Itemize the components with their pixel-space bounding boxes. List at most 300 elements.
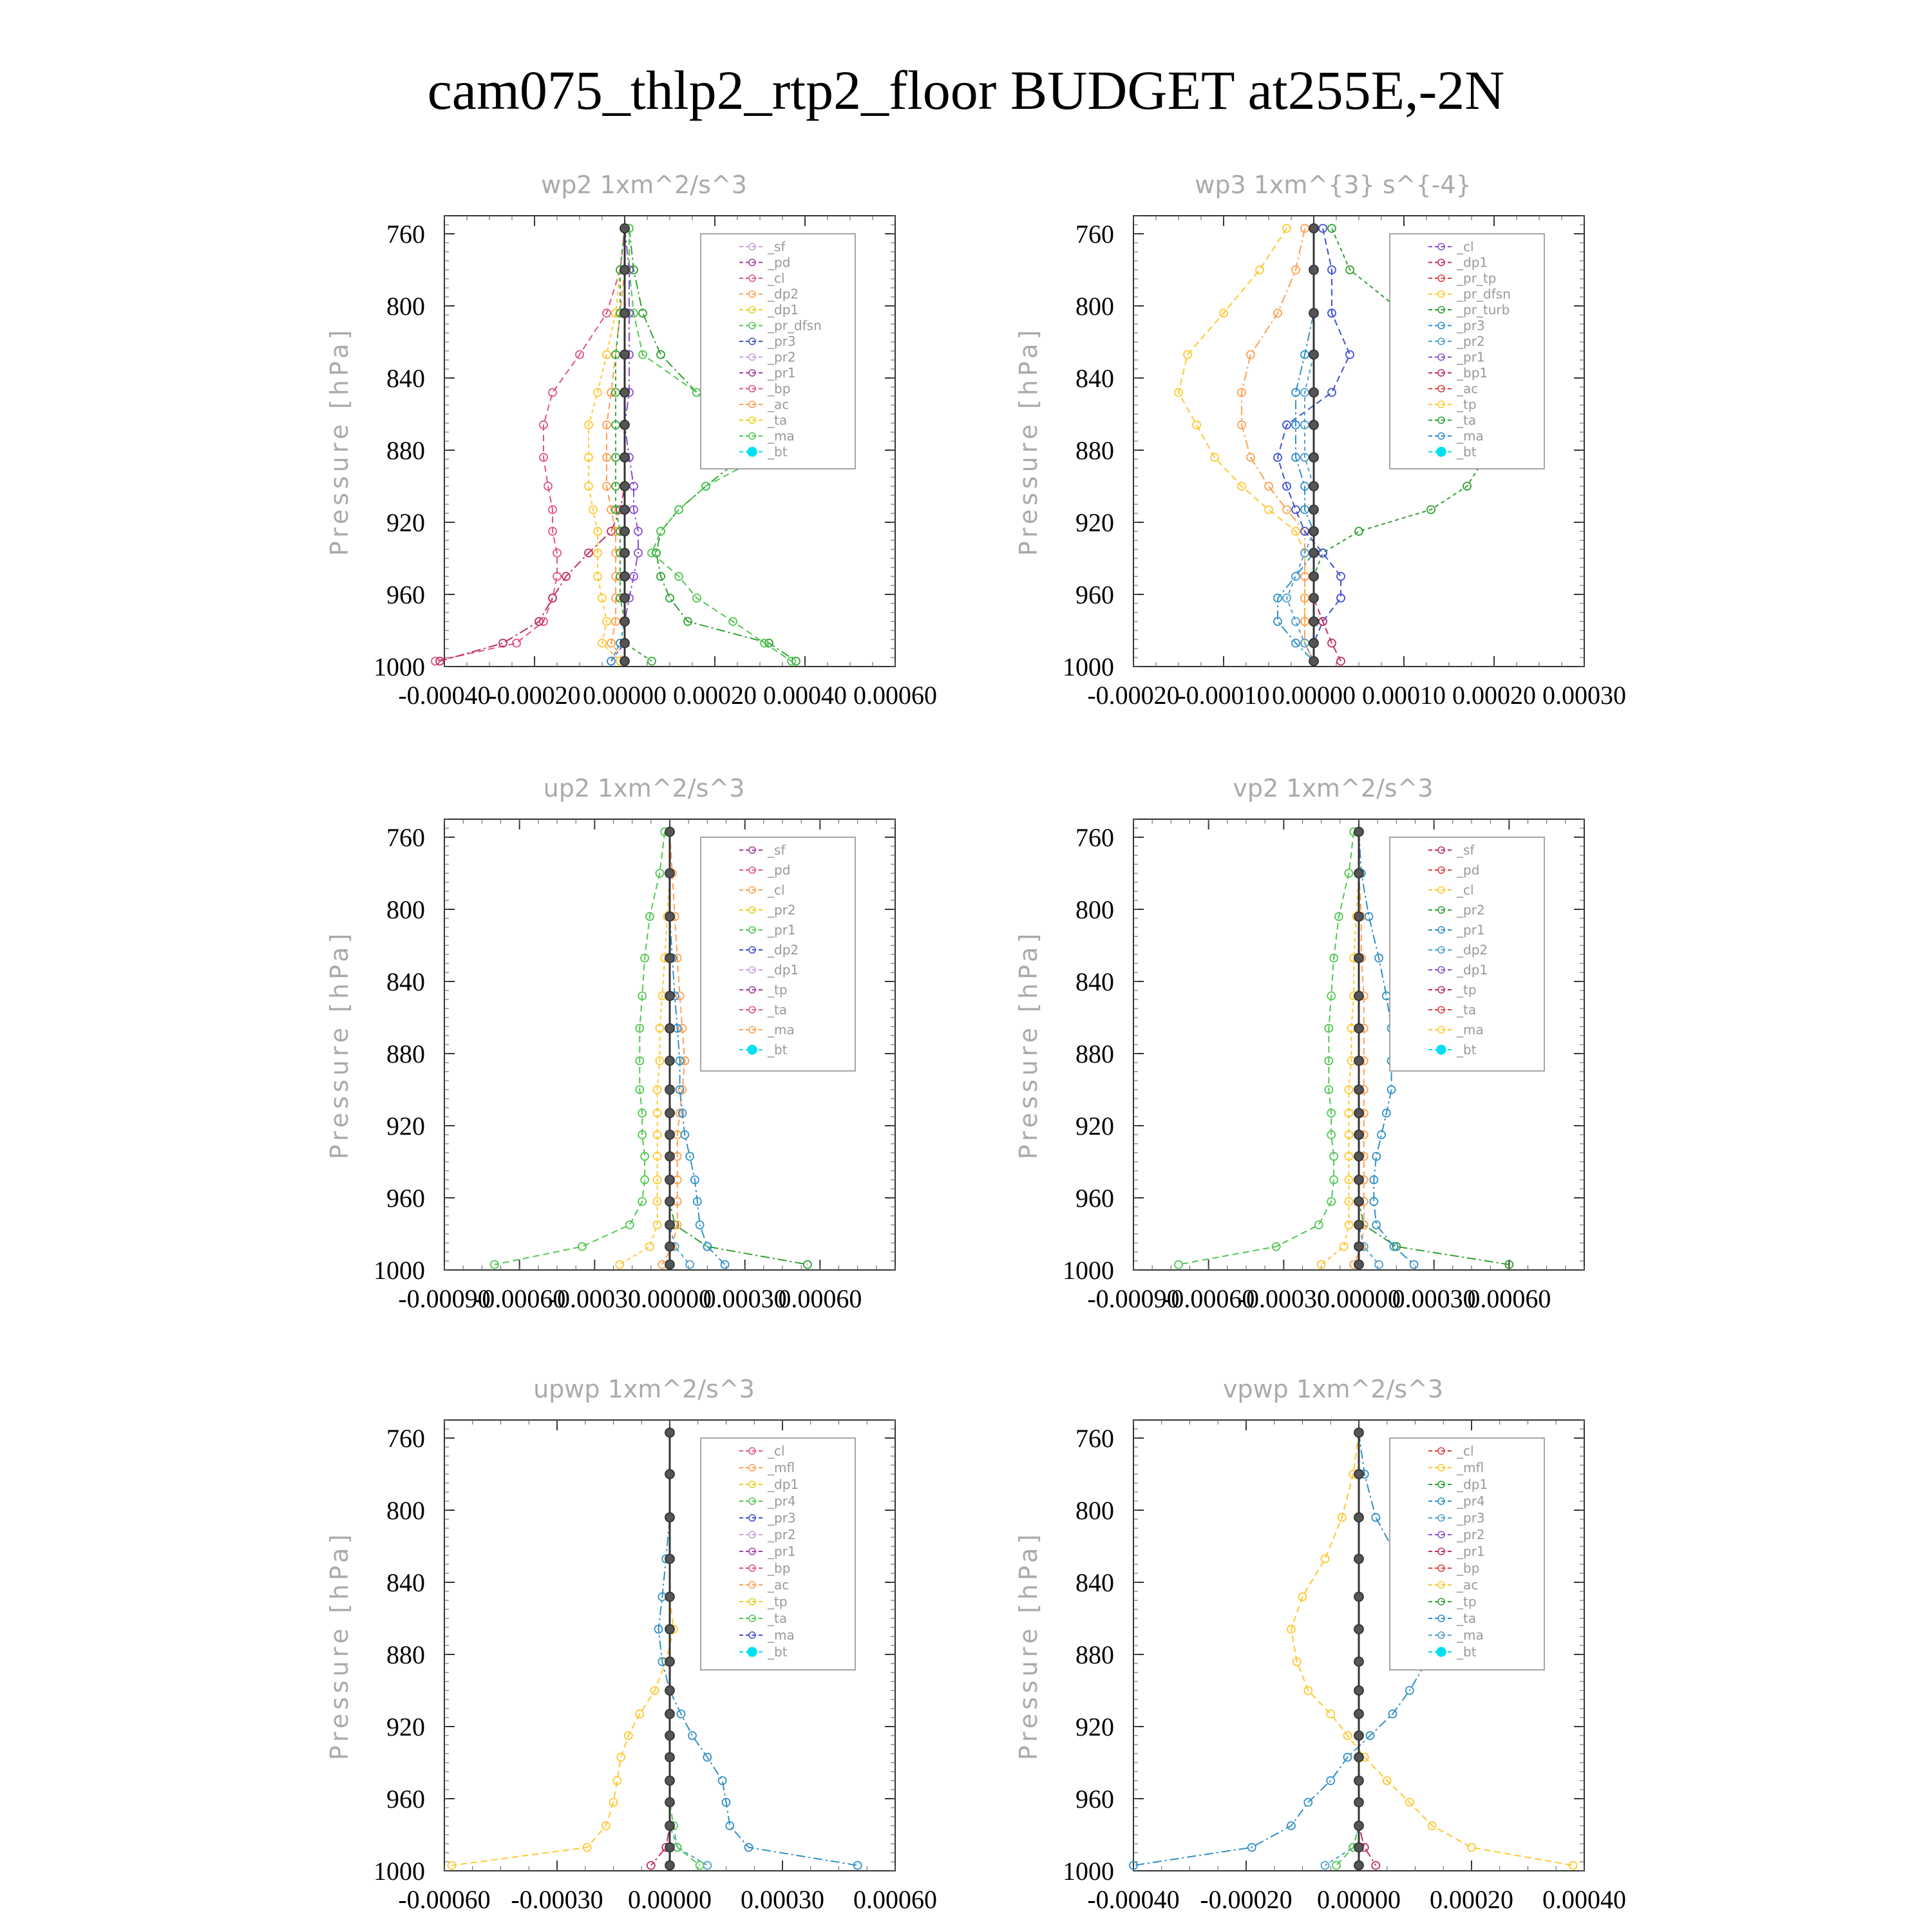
data-point [620, 594, 629, 603]
chart-panel-3 [325, 774, 895, 1313]
y-tick-label: 840 [386, 364, 425, 393]
data-point [665, 991, 674, 1000]
legend-label: _bp [1457, 1560, 1480, 1576]
legend-label: _bt [768, 1644, 788, 1660]
data-point [665, 1152, 674, 1161]
x-tick-label: -0.00020 [1200, 1885, 1293, 1914]
legend-label: _ma [768, 428, 795, 444]
legend-label: _bt [1457, 444, 1477, 460]
data-point [1321, 1555, 1329, 1563]
data-point [1354, 1798, 1363, 1807]
data-point [1292, 618, 1300, 625]
legend-label: _tp [768, 982, 788, 998]
data-point [665, 1024, 674, 1033]
data-point [693, 388, 701, 396]
data-point [665, 1821, 674, 1830]
y-tick-label: 1000 [374, 1256, 425, 1285]
x-tick-label: 0.00020 [1430, 1885, 1513, 1914]
legend-label: _bp1 [1457, 365, 1488, 381]
x-tick-label: 0.00010 [1362, 681, 1446, 710]
legend-label: _pr2 [1457, 334, 1485, 349]
data-point [1354, 1592, 1363, 1601]
legend-label: _pr1 [1457, 349, 1485, 365]
data-point [665, 1242, 674, 1251]
data-point [1193, 421, 1200, 429]
data-point [665, 828, 674, 837]
data-point [1292, 573, 1300, 580]
legend-label: _pr2 [1457, 1527, 1485, 1542]
data-point [620, 505, 629, 514]
series-line-pr2 [1242, 229, 1314, 661]
x-tick-label: 0.00000 [628, 1284, 712, 1313]
data-point [620, 482, 629, 491]
x-tick-label: 0.00060 [1467, 1284, 1551, 1313]
y-axis-label: Pressure [hPa] [1014, 1530, 1043, 1761]
panel-title: wp3 1xm^{3} s^{-4} [1195, 171, 1472, 199]
data-point [1354, 1686, 1363, 1695]
data-point [620, 421, 629, 430]
x-tick-label: 0.00060 [853, 1885, 937, 1914]
page-title: cam075_thlp2_rtp2_floor BUDGET at255E,-2N [427, 59, 1505, 121]
data-point [1354, 1861, 1363, 1870]
data-point [665, 1753, 674, 1762]
y-tick-label: 920 [386, 1712, 425, 1741]
series-line-ma [1325, 1433, 1359, 1866]
data-point [1309, 657, 1318, 666]
x-tick-label: -0.00020 [1087, 681, 1180, 710]
y-tick-label: 920 [386, 1112, 425, 1141]
data-point [665, 1843, 674, 1852]
data-point [1354, 869, 1363, 878]
legend-label: _bp [768, 381, 791, 397]
data-point [1309, 453, 1318, 462]
data-point [1309, 572, 1318, 581]
data-point [1292, 506, 1300, 513]
chart-panel-5 [325, 1375, 937, 1914]
y-tick-label: 800 [386, 1496, 425, 1525]
y-tick-label: 960 [386, 580, 425, 609]
data-point [1319, 549, 1327, 557]
data-point [1354, 1175, 1363, 1184]
data-point [620, 617, 629, 626]
legend-label: _tp [1457, 982, 1477, 998]
data-point [1354, 1220, 1363, 1229]
data-point [1309, 594, 1318, 603]
data-point [616, 1261, 623, 1269]
legend-label: _sf [1457, 842, 1475, 858]
x-tick-label: 0.00030 [703, 1284, 787, 1313]
legend-label: _dp1 [768, 962, 799, 978]
data-point [665, 1625, 674, 1634]
y-tick-label: 920 [1075, 1112, 1114, 1141]
data-point [1354, 1108, 1363, 1117]
legend-label: _ta [768, 1002, 788, 1018]
legend-label: _tp [1457, 1594, 1477, 1609]
y-tick-label: 800 [1075, 895, 1114, 924]
data-point [1309, 482, 1318, 491]
data-point [620, 224, 629, 233]
x-tick-label: 0.00000 [1317, 1885, 1401, 1914]
legend-label: _ma [1457, 1627, 1484, 1643]
legend-label: _sf [768, 842, 786, 858]
y-axis-label: Pressure [hPa] [325, 929, 354, 1160]
data-point [1354, 1821, 1363, 1830]
data-point [1256, 266, 1264, 274]
y-tick-label: 880 [1075, 1039, 1114, 1068]
x-tick-label: 0.00000 [583, 681, 667, 710]
data-point [1354, 1428, 1363, 1437]
legend-label: _pr3 [1457, 1510, 1485, 1526]
x-tick-label: 0.00000 [628, 1885, 712, 1914]
series-line-dp2 [440, 229, 625, 661]
panel-title: wp2 1xm^2/s^3 [541, 171, 747, 199]
data-point [620, 308, 629, 317]
x-tick-label: 0.00060 [778, 1284, 862, 1313]
data-point [665, 1513, 674, 1522]
legend-label: _pr2 [768, 1527, 796, 1542]
legend-label: _ta [768, 1611, 788, 1626]
data-point [1327, 1710, 1334, 1718]
legend-marker [1437, 1647, 1446, 1656]
data-point [665, 1592, 674, 1601]
x-tick-label: -0.00060 [398, 1885, 491, 1914]
y-tick-label: 800 [1075, 1496, 1114, 1525]
legend-marker [1437, 1045, 1446, 1054]
data-point [665, 1085, 674, 1094]
legend-label: _ac [768, 1577, 790, 1593]
data-point [1354, 1843, 1363, 1852]
data-point [1309, 421, 1318, 430]
data-point [665, 1470, 674, 1479]
x-tick-label: 0.00060 [853, 681, 937, 710]
x-tick-label: -0.00060 [1162, 1284, 1255, 1313]
x-tick-label: -0.00040 [1087, 1885, 1180, 1914]
data-point [1354, 1197, 1363, 1206]
chart-panel-6 [1014, 1375, 1626, 1914]
data-point [665, 1108, 674, 1117]
y-tick-label: 920 [386, 508, 425, 537]
series-line-pr1 [452, 1433, 674, 1866]
y-axis-label: Pressure [hPa] [325, 1530, 354, 1761]
data-point [665, 1861, 674, 1870]
data-point [665, 954, 674, 963]
data-point [1354, 912, 1363, 921]
legend-marker [1437, 448, 1446, 457]
legend-label: _pr1 [1457, 1544, 1485, 1559]
data-point [1265, 506, 1273, 513]
legend-label: _mfl [1457, 1460, 1484, 1475]
y-tick-label: 760 [386, 1424, 425, 1453]
y-tick-label: 1000 [1063, 652, 1114, 681]
legend-label: _dp1 [1457, 1477, 1488, 1492]
legend-label: _pr2 [1457, 902, 1485, 918]
y-tick-label: 840 [386, 967, 425, 996]
legend-label: _cl [1457, 882, 1474, 898]
data-point [1309, 527, 1318, 536]
legend-label: _pr1 [768, 1544, 796, 1559]
data-point [1265, 482, 1273, 490]
legend-label: _dp2 [768, 942, 799, 958]
y-tick-label: 960 [386, 1184, 425, 1213]
data-point [1375, 1261, 1383, 1269]
legend-label: _pr3 [768, 334, 796, 349]
data-point [665, 1776, 674, 1785]
y-tick-label: 1000 [1063, 1857, 1114, 1886]
y-tick-label: 920 [1075, 508, 1114, 537]
data-point [1309, 639, 1318, 648]
x-tick-label: -0.00030 [511, 1885, 603, 1914]
data-point [620, 639, 629, 648]
legend-label: _cl [1457, 1443, 1474, 1459]
x-tick-label: -0.00090 [1087, 1284, 1180, 1313]
series-line-dp1 [435, 229, 625, 661]
data-point [665, 912, 674, 921]
y-tick-label: 880 [1075, 436, 1114, 465]
data-point [1354, 828, 1363, 837]
x-tick-label: 0.00030 [1392, 1284, 1476, 1313]
data-point [1355, 527, 1363, 535]
y-tick-label: 800 [386, 292, 425, 321]
data-point [1354, 1731, 1363, 1740]
data-point [1309, 549, 1318, 558]
y-tick-label: 840 [1075, 1568, 1114, 1597]
legend-label: _pr_tp [1457, 270, 1497, 286]
chart-panel-2 [1014, 171, 1626, 710]
data-point [665, 1731, 674, 1740]
data-point [1346, 351, 1354, 359]
panel-title: up2 1xm^2/s^3 [543, 774, 745, 802]
y-tick-label: 880 [386, 436, 425, 465]
data-point [1354, 991, 1363, 1000]
data-point [620, 549, 629, 558]
legend-label: _pr3 [1457, 317, 1485, 334]
data-point [620, 388, 629, 397]
y-tick-label: 880 [386, 1640, 425, 1669]
data-point [1309, 388, 1318, 397]
data-point [1354, 1470, 1363, 1479]
data-point [1332, 1862, 1340, 1870]
y-tick-label: 760 [1075, 220, 1114, 249]
legend-label: _bt [768, 444, 788, 460]
y-tick-label: 960 [386, 1785, 425, 1814]
legend-label: _ma [768, 1627, 795, 1643]
data-point [665, 1130, 674, 1139]
legend-label: _dp2 [1457, 942, 1488, 958]
data-point [620, 572, 629, 581]
data-point [1175, 1261, 1182, 1269]
data-point [665, 1220, 674, 1229]
legend-label: _ac [768, 397, 790, 412]
legend-label: _bt [1457, 1042, 1477, 1057]
series-line-pr1 [620, 832, 670, 1265]
data-point [1354, 1657, 1363, 1666]
chart-panel-4 [1014, 774, 1584, 1313]
series-line-tp [1133, 1433, 1426, 1866]
y-tick-label: 760 [386, 220, 425, 249]
y-tick-label: 760 [1075, 1424, 1114, 1453]
panel-title: vp2 1xm^2/s^3 [1233, 774, 1434, 802]
data-point [665, 869, 674, 878]
x-tick-label: -0.00030 [1237, 1284, 1330, 1313]
data-point [1354, 954, 1363, 963]
x-tick-label: 0.00040 [1542, 1885, 1626, 1914]
data-point [665, 1175, 674, 1184]
y-tick-label: 840 [386, 1568, 425, 1597]
data-point [1354, 1709, 1363, 1718]
data-point [1309, 350, 1318, 359]
data-point [1309, 224, 1318, 233]
x-tick-label: 0.00000 [1317, 1284, 1401, 1313]
legend-label: _pr_dfsn [1457, 286, 1511, 302]
data-point [703, 1862, 711, 1870]
legend-label: _pr1 [1457, 922, 1485, 938]
data-point [1328, 388, 1336, 396]
legend-label: _ac [1457, 1577, 1479, 1593]
data-point [1354, 1130, 1363, 1139]
data-point [1354, 1555, 1363, 1564]
y-tick-label: 800 [1075, 292, 1114, 321]
y-tick-label: 840 [1075, 967, 1114, 996]
legend-label: _dp1 [1457, 962, 1488, 978]
legend-label: _ma [1457, 1022, 1484, 1037]
y-tick-label: 760 [1075, 823, 1114, 852]
legend-label: _pd [1457, 862, 1480, 878]
legend-label: _ma [1457, 428, 1484, 444]
y-tick-label: 760 [386, 823, 425, 852]
data-point [1372, 1513, 1379, 1521]
data-point [665, 1686, 674, 1695]
legend-label: _bt [1457, 1644, 1477, 1660]
data-point [607, 527, 615, 535]
legend-label: _dp2 [768, 286, 799, 302]
x-tick-label: -0.00030 [548, 1284, 641, 1313]
legend-label: _ac [1457, 381, 1479, 397]
x-tick-label: 0.00000 [1272, 681, 1356, 710]
data-point [620, 657, 629, 666]
panel-title: vpwp 1xm^2/s^3 [1222, 1375, 1444, 1403]
data-point [1309, 265, 1318, 274]
legend-label: _cl [768, 1443, 785, 1459]
legend-label: _tp [768, 1594, 788, 1609]
data-point [646, 1243, 654, 1251]
x-tick-label: 0.00020 [673, 681, 757, 710]
y-tick-label: 960 [1075, 1785, 1114, 1814]
x-tick-label: -0.00040 [398, 681, 491, 710]
legend-label: _pd [768, 862, 791, 878]
legend-label: _pd [768, 254, 791, 270]
data-point [1354, 1625, 1363, 1634]
data-point [665, 1197, 674, 1206]
data-point [665, 1555, 674, 1564]
y-axis-label: Pressure [hPa] [325, 326, 354, 556]
chart-panel-1 [325, 171, 937, 710]
data-point [1309, 308, 1318, 317]
x-tick-label: -0.00010 [1177, 681, 1270, 710]
data-point [620, 350, 629, 359]
legend-label: _cl [768, 270, 785, 286]
data-point [657, 351, 665, 359]
data-point [1337, 573, 1345, 580]
data-point [620, 265, 629, 274]
legend-marker [748, 448, 757, 457]
y-tick-label: 800 [386, 895, 425, 924]
series-line-pr1 [1179, 229, 1314, 661]
data-point [1315, 1221, 1323, 1229]
legend-label: _pr4 [768, 1493, 796, 1509]
legend-label: _pr4 [1457, 1493, 1485, 1509]
data-point [617, 1754, 625, 1761]
legend-label: _dp1 [768, 302, 799, 317]
x-tick-label: 0.00040 [763, 681, 847, 710]
legend-label: _mfl [768, 1460, 795, 1475]
legend-label: _ta [768, 412, 788, 428]
data-point [626, 1221, 634, 1229]
y-tick-label: 1000 [374, 652, 425, 681]
legend-label: _cl [1457, 239, 1474, 254]
legend-label: _bt [768, 1042, 788, 1057]
data-point [549, 388, 556, 396]
legend-label: _ta [1457, 412, 1477, 428]
legend-label: _dp1 [768, 1477, 799, 1492]
data-point [665, 1709, 674, 1718]
legend-label: _tp [1457, 397, 1477, 412]
data-point [1354, 1152, 1363, 1161]
data-point [665, 1798, 674, 1807]
legend-label: _ta [1457, 1002, 1477, 1018]
data-point [1309, 505, 1318, 514]
x-tick-label: -0.00090 [398, 1284, 491, 1313]
data-point [665, 1260, 674, 1269]
data-point [686, 1261, 694, 1269]
y-tick-label: 1000 [374, 1857, 425, 1886]
y-tick-label: 1000 [1063, 1256, 1114, 1285]
data-point [665, 1056, 674, 1065]
legend-marker [748, 1647, 757, 1656]
y-axis-label: Pressure [hPa] [1014, 326, 1043, 556]
data-point [665, 1428, 674, 1437]
y-tick-label: 960 [1075, 580, 1114, 609]
legend-label: _pr1 [768, 922, 796, 938]
data-point [1354, 1242, 1363, 1251]
x-tick-label: -0.00060 [473, 1284, 566, 1313]
y-tick-label: 920 [1075, 1712, 1114, 1741]
legend-label: _pr1 [768, 365, 796, 381]
data-point [1283, 506, 1291, 513]
x-tick-label: 0.00020 [1452, 681, 1536, 710]
legend-label: _ma [768, 1022, 795, 1037]
panel-title: upwp 1xm^2/s^3 [533, 1375, 755, 1403]
legend-label: _bp [768, 1560, 791, 1576]
data-point [1354, 1776, 1363, 1785]
legend-label: _pr_dfsn [768, 317, 822, 334]
data-point [620, 453, 629, 462]
data-point [1354, 1753, 1363, 1762]
x-tick-label: 0.00030 [741, 1885, 824, 1914]
data-point [1354, 1056, 1363, 1065]
y-tick-label: 880 [1075, 1640, 1114, 1669]
legend-label: _ta [1457, 1611, 1477, 1626]
series-line-pr1 [1321, 832, 1359, 1265]
data-point [666, 594, 674, 602]
data-point [1354, 1085, 1363, 1094]
data-point [688, 1732, 696, 1739]
x-tick-label: 0.00030 [1542, 681, 1626, 710]
y-tick-label: 880 [386, 1039, 425, 1068]
legend-label: _pr3 [768, 1510, 796, 1526]
legend-label: _dp1 [1457, 254, 1488, 270]
legend-label: _sf [768, 239, 786, 254]
legend-label: _pr2 [768, 902, 796, 918]
